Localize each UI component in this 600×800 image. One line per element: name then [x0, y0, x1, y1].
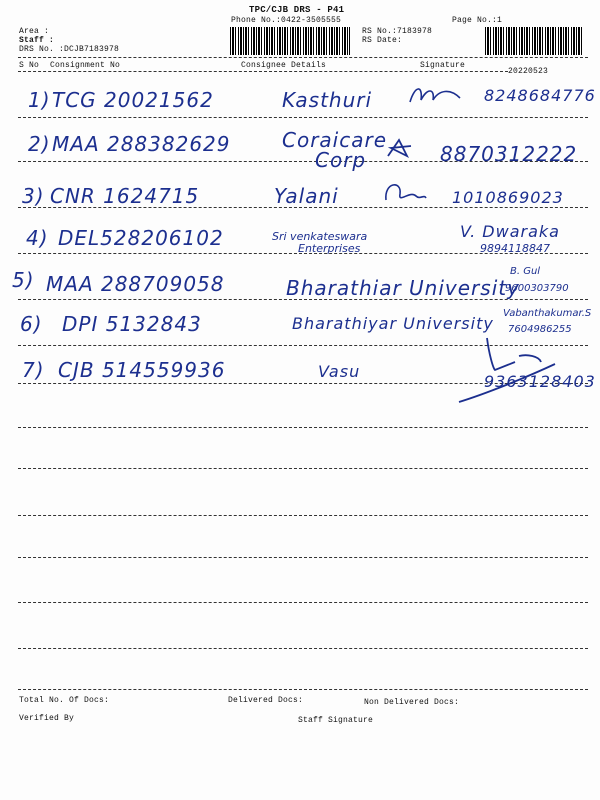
entry-number: 7): [22, 358, 45, 382]
row-line: [18, 557, 588, 558]
staff-label: Staff :: [19, 36, 55, 45]
consignment-number: MAA 288709058: [46, 272, 225, 296]
row-line: [18, 117, 588, 118]
phone-number-handwritten: 7604986255: [508, 324, 572, 335]
consignment-number: TCG 20021562: [52, 88, 214, 112]
phone-number-handwritten: 8248684776: [484, 86, 596, 105]
entry-number: 4): [26, 226, 49, 250]
signature-mark: [455, 334, 565, 406]
entry-number: 2): [28, 132, 51, 156]
row-line: [18, 468, 588, 469]
entry-number: 3): [22, 184, 45, 208]
entry-number: 5): [12, 268, 35, 292]
staff-signature-label: Staff Signature: [298, 716, 374, 725]
signature-mark: [405, 80, 465, 110]
verified-by-label: Verified By: [19, 714, 75, 723]
rs-barcode: [485, 27, 582, 55]
phone-number-handwritten: 9894118847: [480, 242, 550, 255]
phone-number-handwritten: 1010869023: [452, 188, 564, 207]
drs-number: DRS No. :DCJB7183978: [19, 45, 120, 54]
consignee-name: Vasu: [318, 362, 361, 381]
receiver-name: V. Dwaraka: [460, 222, 560, 241]
row-line: [18, 689, 588, 690]
row-line: [18, 602, 588, 603]
row-line: [18, 427, 588, 428]
entry-number: 6): [20, 312, 43, 336]
consignee-name: Bharathiar University: [286, 276, 520, 300]
consignee-name: Sri venkateswara: [272, 230, 368, 243]
consignee-name: Yalani: [274, 184, 339, 208]
consignment-number: DPI 5132843: [62, 312, 202, 336]
area-label: Area :: [19, 27, 50, 36]
header-divider: [18, 57, 588, 58]
phone-number-handwritten: 9363128403: [484, 372, 596, 391]
drs-title: TPC/CJB DRS - P41: [249, 5, 345, 15]
signature-mark: [385, 136, 415, 162]
drs-barcode: [230, 27, 350, 55]
consignment-number: CJB 514559936: [58, 358, 226, 382]
consignee-name-line2: Corp: [315, 148, 367, 172]
consignee-name: Kasthuri: [282, 88, 373, 112]
rs-date: RS Date:: [362, 36, 403, 45]
row-line: [18, 515, 588, 516]
receiver-name: B. Gul: [510, 266, 541, 277]
row-line: [18, 648, 588, 649]
non-delivered-docs-label: Non Delivered Docs:: [364, 698, 460, 707]
signature-mark: [380, 176, 430, 208]
consignment-number: MAA 288382629: [52, 132, 231, 156]
consignee-name-line2: Enterprises: [298, 242, 361, 255]
col-consignment: Consignment No: [50, 61, 121, 70]
columns-divider: [18, 71, 508, 72]
entry-number: 1): [28, 88, 51, 112]
sheet-date: 20220523: [508, 67, 549, 76]
consignee-name: Bharathiyar University: [292, 314, 494, 333]
delivered-docs-label: Delivered Docs:: [228, 696, 304, 705]
phone-number-handwritten: 8870312222: [440, 142, 578, 166]
phone-number-handwritten: 9600303790: [505, 283, 569, 294]
col-sno: S No: [19, 61, 40, 70]
phone-number: Phone No.:0422-3505555: [231, 16, 342, 25]
consignment-number: DEL528206102: [58, 226, 224, 250]
consignee-name: Coraicare: [282, 128, 388, 152]
consignment-number: CNR 1624715: [50, 184, 200, 208]
col-consignee: Consignee Details: [241, 61, 327, 70]
page-number: Page No.:1: [452, 16, 503, 25]
total-docs-label: Total No. Of Docs:: [19, 696, 110, 705]
col-signature: Signature: [420, 61, 466, 70]
rs-number: RS No.:7183978: [362, 27, 433, 36]
receiver-name: Vabanthakumar.S: [503, 308, 592, 319]
